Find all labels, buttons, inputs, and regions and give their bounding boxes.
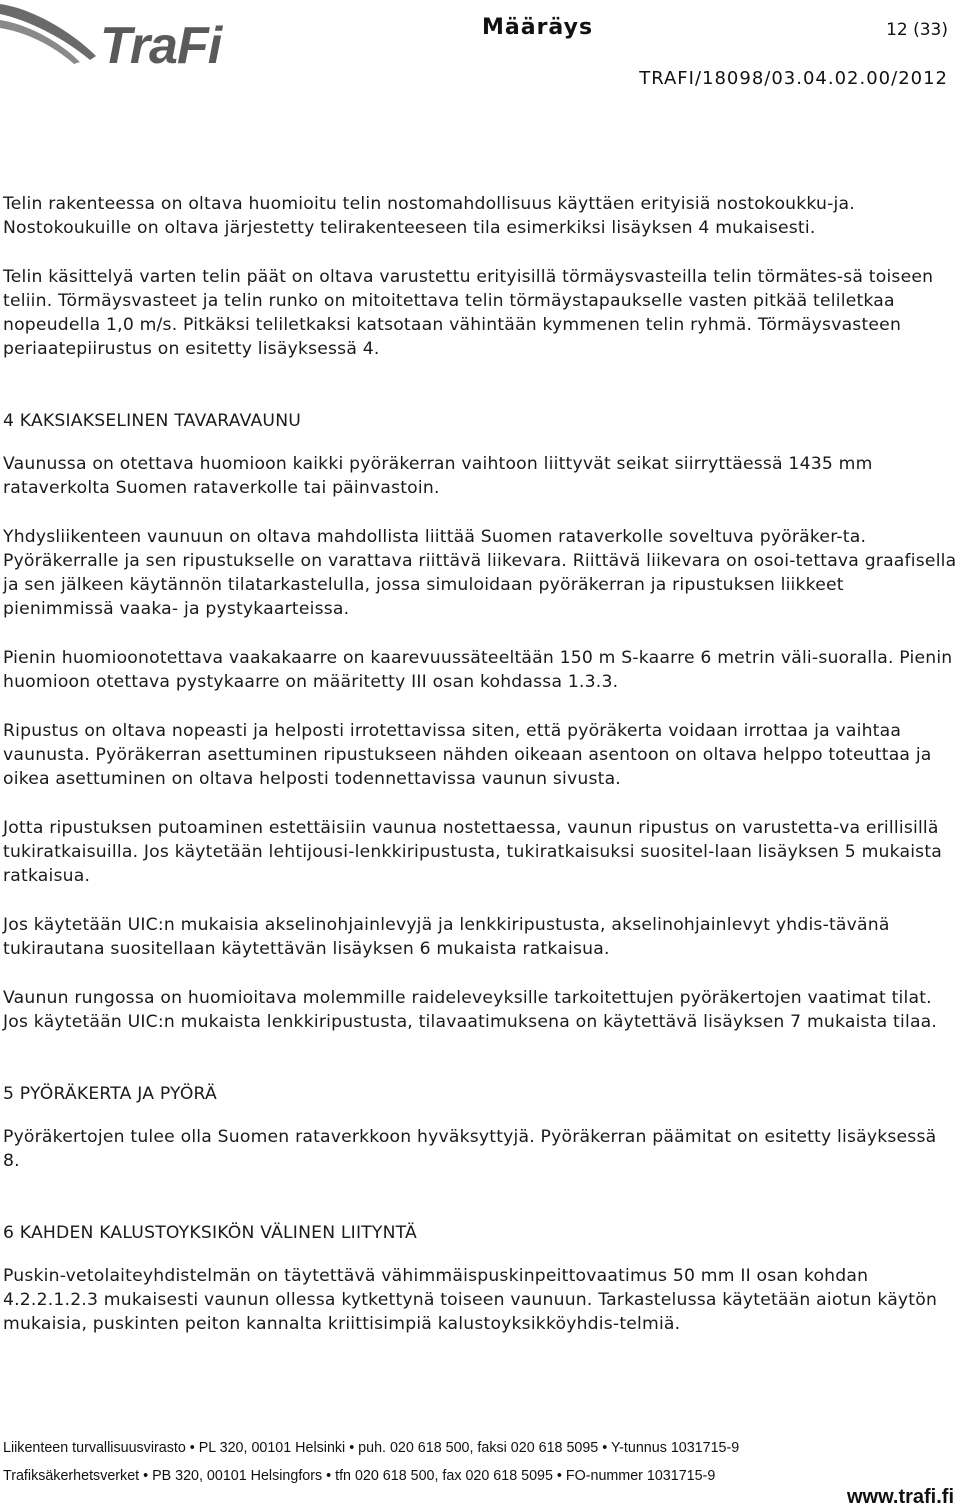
paragraph: Telin käsittelyä varten telin päät on oltava varustettu erityisillä törmäysvasteilla telin törmätes-sä toiseen teliin. Törmäysvasteet ja telin runko on mitoitettava telin törmäystapaukselle vasten pitkää teliletkaa nopeudella 1,0 m/s. Pitkäksi teliletkaksi katsotaan vähintään kymmenen telin ryhmä. Törmäysvasteen periaatepiirustus on esitetty lisäyksessä 4. xyxy=(3,267,934,359)
paragraph: Puskin-vetolaiteyhdistelmän on täytettävä vähimmäispuskinpeittovaatimus 50 mm II osan kohdan 4.2.2.1.2.3 mukaisesti vaunun ollessa kytkettynä toiseen vaunuun. Tarkastelussa käytetään aiotun käytön mukaisia, puskinten peiton kannalta kriittisimpiä kalustoyksikköyhdis-telmiä. xyxy=(3,1266,938,1334)
website-link[interactable]: www.trafi.fi xyxy=(846,1486,954,1508)
paragraph: Ripustus on oltava nopeasti ja helposti irrotettavissa siten, että pyöräkerta voidaan irrottaa ja vaihtaa vaunusta. Pyöräkerran asettuminen ripustukseen nähden oikeaan asentoon on oltava helppo toteuttaa ja oikea asettuminen on oltava helposti todennettavissa vaunun sivusta. xyxy=(3,721,932,789)
paragraph: Yhdysliikenteen vaunuun on oltava mahdollista liittää Suomen rataverkolle soveltuva pyöräker-ta. Pyöräkerralle ja sen ripustukselle on varattava riittävä liikevara. Riittävä liikevara on osoi-tettava graafisella ja sen jälkeen käytännön tilatarkastelulla, jossa simuloidaan pyöräkerran ja ripustuksen liikkeet pienimmissä vaaka- ja pystykaarteissa. xyxy=(3,527,957,619)
paragraph: Vaunussa on otettava huomioon kaikki pyöräkerran vaihtoon liittyvät seikat siirryttäessä 1435 mm rataverkolta Suomen rataverkolle tai päinvastoin. xyxy=(3,454,873,498)
page-number: 12 (33) xyxy=(886,20,948,40)
document-type: Määräys xyxy=(482,15,594,40)
paragraph: Telin rakenteessa on oltava huomioitu telin nostomahdollisuus käyttäen erityisiä nostokoukku-ja. Nostokoukuille on oltava järjestetty telirakenteeseen tila esimerkiksi lisäyksen 4 mukaisesti. xyxy=(3,194,855,238)
page-footer xyxy=(3,1434,960,1490)
paragraph: Jotta ripustuksen putoaminen estettäisiin vaunua nostettaessa, vaunun ripustus on varustetta-va erillisillä tukiratkaisuilla. Jos käytetään lehtijousi-lenkkiripustusta, tukiratkaisuksi suositel-laan lisäyksen 5 mukaista ratkaisua. xyxy=(3,818,943,886)
paragraph: Jos käytetään UIC:n mukaisia akselinohjainlevyjä ja lenkkiripustusta, akselinohjainlevyt yhdis-tävänä tukirautana suositellaan käytettävän lisäyksen 6 mukaista ratkaisua. xyxy=(3,915,890,959)
footer-line-swedish: Trafiksäkerhetsverket • PB 320, 00101 Helsingfors • tfn 020 618 500, fax 020 618 5095 • FO-nummer 1031715-9 xyxy=(3,1468,716,1484)
section-heading: 6 KAHDEN KALUSTOYKSIKÖN VÄLINEN LIITYNTÄ xyxy=(3,1223,417,1243)
document-body xyxy=(3,192,958,1336)
paragraph: Vaunun rungossa on huomioitava molemmille raideleveyksille tarkoitettujen pyöräkertojen vaatimat tilat. Jos käytetään UIC:n mukaista lenkkiripustusta, tilavaatimuksena on käytettävä lisäyksen 7 mukaista tilaa. xyxy=(3,988,938,1032)
footer-line-finnish: Liikenteen turvallisuusvirasto • PL 320, 00101 Helsinki • puh. 020 618 500, faksi 020 618 5095 • Y-tunnus 1031715-9 xyxy=(3,1440,740,1456)
section-heading: 4 KAKSIAKSELINEN TAVARAVAUNU xyxy=(3,411,302,431)
document-reference: TRAFI/18098/03.04.02.00/2012 xyxy=(639,68,948,89)
section-heading: 5 PYÖRÄKERTA JA PYÖRÄ xyxy=(3,1084,217,1104)
paragraph: Pyöräkertojen tulee olla Suomen rataverkkoon hyväksyttyjä. Pyöräkerran päämitat on esitetty lisäyksessä 8. xyxy=(3,1127,937,1171)
trafi-logo xyxy=(0,0,230,75)
paragraph: Pienin huomioonotettava vaakakaarre on kaarevuussäteeltään 150 m S-kaarre 6 metrin väli-suoralla. Pienin huomioon otettava pystykaarre on määritetty III osan kohdassa 1.3.3. xyxy=(3,648,953,692)
logo-wordmark: TraFi xyxy=(100,17,222,75)
